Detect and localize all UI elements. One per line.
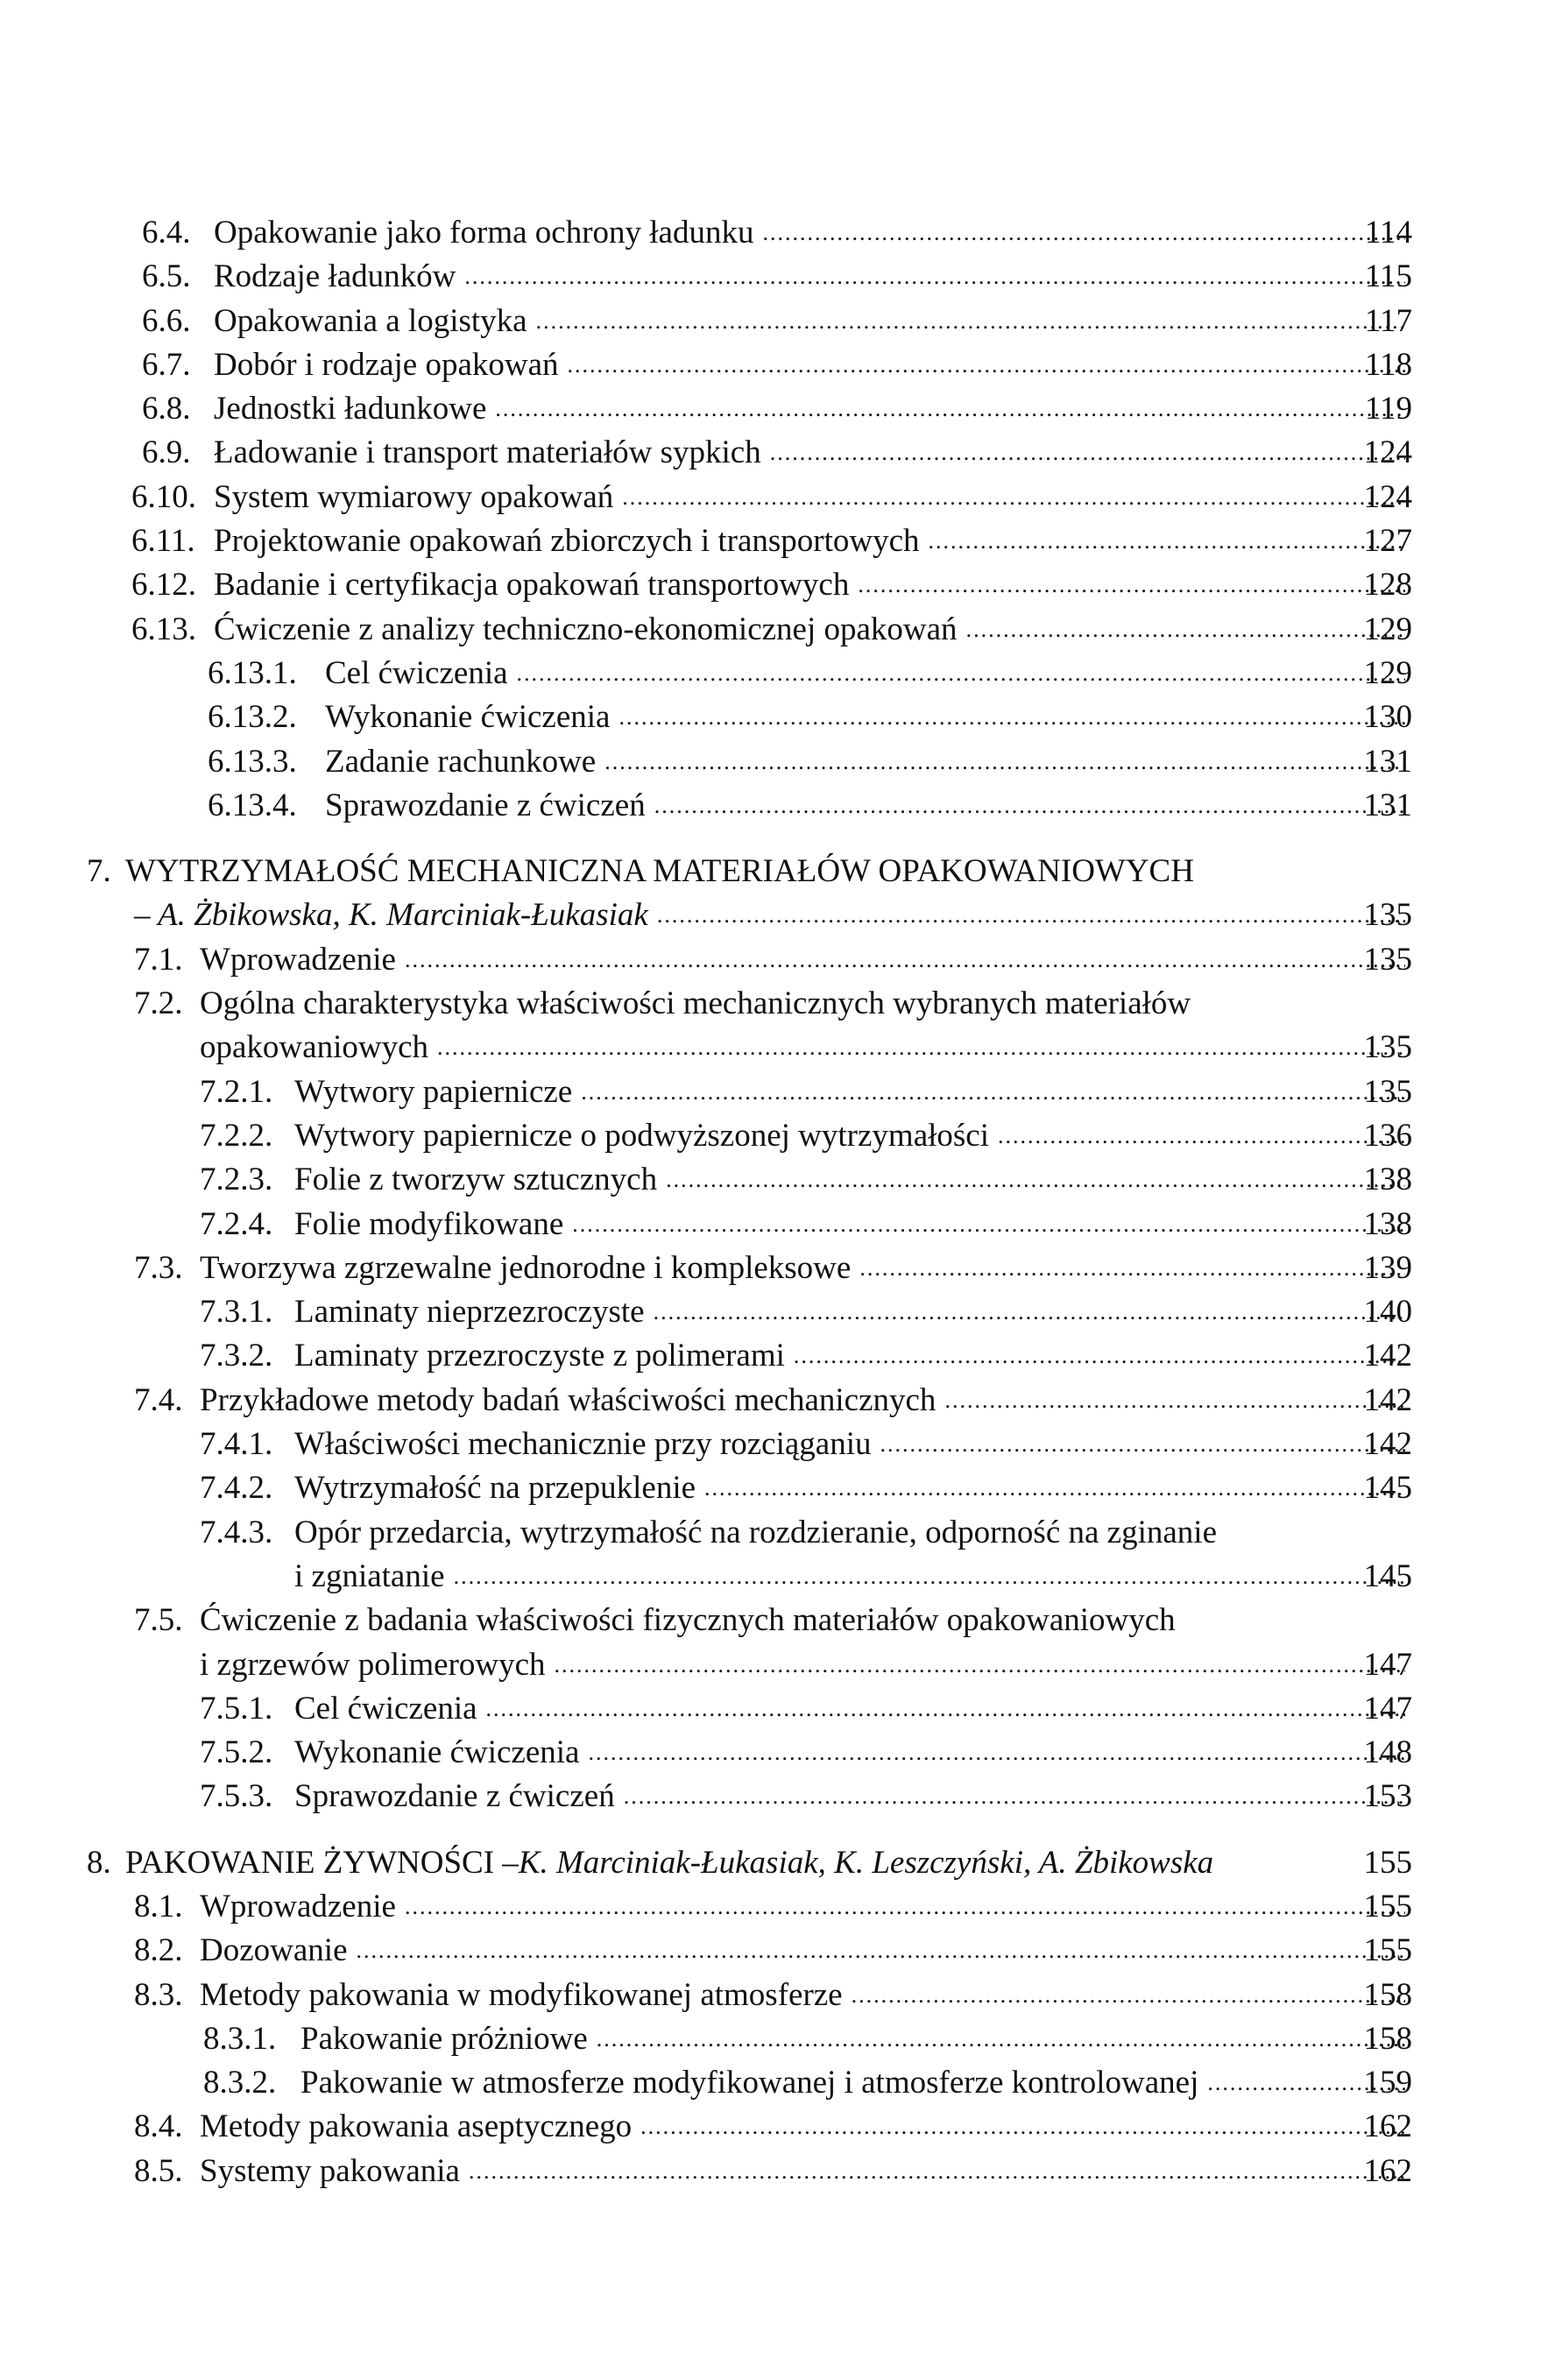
dot-leader (469, 2150, 1405, 2193)
entry-title: Pakowanie próżniowe (300, 2020, 588, 2057)
entry-number: 7.3. (134, 1249, 183, 1286)
dot-leader (852, 1974, 1405, 2017)
entry-number: 7. (87, 853, 111, 890)
dot-leader (880, 1423, 1405, 1466)
entry-title: Sprawozdanie z ćwiczeń (325, 787, 646, 823)
entry-number: 7.4.2. (200, 1470, 273, 1507)
page-number: 155 (1363, 1844, 1412, 1881)
page-number: 124 (1363, 434, 1412, 471)
dot-leader (454, 1555, 1405, 1599)
entry-title: Wprowadzenie (200, 1888, 396, 1924)
entry-title: Wprowadzenie (200, 941, 396, 978)
entry-title-row (200, 1643, 1412, 1687)
entry-title: Folie z tworzyw sztucznych (294, 1162, 658, 1198)
entry-title: Folie modyfikowane (294, 1205, 564, 1242)
toc-entry (0, 2061, 1562, 2105)
page-number: 127 (1363, 523, 1412, 560)
dot-leader (618, 696, 1405, 739)
entry-title: Opakowanie jako forma ochrony ładunku (214, 215, 754, 251)
entry-title: Sprawozdanie z ćwiczeń (294, 1778, 615, 1815)
entry-title-row (214, 431, 1412, 475)
page-number: 138 (1363, 1162, 1412, 1198)
page-number: 139 (1363, 1249, 1412, 1286)
entry-title: Badanie i certyfikacja opakowań transportowych (214, 567, 850, 604)
entry-title: Ładowanie i transport materiałów sypkich (214, 434, 761, 471)
entry-title-continuation: i zgrzewów polimerowych (200, 1646, 546, 1683)
entry-title: Cel ćwiczenia (294, 1690, 477, 1727)
entry-title-row (200, 1885, 1412, 1929)
dot-leader (405, 1885, 1405, 1929)
entry-title-row (125, 1841, 1412, 1885)
entry-title-row (214, 563, 1412, 607)
entry-title-row (200, 938, 1412, 982)
entry-title-row (200, 2150, 1412, 2193)
entry-title-row (294, 1203, 1412, 1246)
entry-number: 6.6. (142, 302, 191, 339)
entry-title-row (294, 1158, 1412, 1202)
entry-title: PAKOWANIE ŻYWNOŚCI – (125, 1844, 519, 1881)
entry-title: Ćwiczenie z analizy techniczno-ekonomicznej opakowań (214, 611, 958, 647)
toc-entry (0, 519, 1562, 563)
toc-entry (0, 1070, 1562, 1114)
page-number: 135 (1363, 897, 1412, 934)
entry-title-row (325, 784, 1412, 828)
entry-number: 8.1. (134, 1888, 183, 1924)
toc-entry (0, 1379, 1562, 1423)
page-number: 129 (1363, 611, 1412, 647)
entry-title: Ćwiczenie z badania właściwości fizycznych materiałów opakowaniowych (200, 1602, 1176, 1639)
page-number: 142 (1363, 1381, 1412, 1418)
dot-leader (568, 343, 1405, 387)
table-of-contents (0, 211, 1562, 2193)
page-number: 145 (1363, 1557, 1412, 1594)
page-number: 142 (1363, 1426, 1412, 1463)
page-number: 135 (1363, 941, 1412, 978)
dot-leader (966, 608, 1405, 652)
entry-title-row (294, 1466, 1412, 1510)
page-number: 135 (1363, 1073, 1412, 1110)
entry-title-row (300, 2061, 1412, 2105)
entry-title: Przykładowe metody badań właściwości mechanicznych (200, 1381, 936, 1418)
entry-number: 6.9. (142, 434, 191, 471)
dot-leader (486, 1687, 1405, 1731)
dot-leader (929, 519, 1405, 563)
entry-number: 7.3.2. (200, 1338, 273, 1374)
entry-number: 8.3.2. (203, 2065, 277, 2101)
entry-title-row (294, 1555, 1412, 1599)
toc-entry (0, 1114, 1562, 1158)
entry-title-continuation: i zgniatanie (294, 1557, 445, 1594)
entry-number: 6.12. (131, 567, 196, 604)
entry-title-row (294, 1423, 1412, 1466)
page-number: 155 (1363, 1932, 1412, 1969)
entry-title-continuation: opakowaniowych (200, 1029, 428, 1066)
dot-leader (858, 563, 1405, 607)
page-number: 162 (1363, 2108, 1412, 2145)
dot-leader (588, 1731, 1405, 1775)
entry-title: Zadanie rachunkowe (325, 743, 597, 780)
toc-entry (0, 2105, 1562, 2149)
entry-title-row (200, 1246, 1412, 1290)
entry-number: 8. (87, 1844, 111, 1881)
entry-title: Metody pakowania w modyfikowanej atmosferze (200, 1976, 843, 2013)
entry-title: Laminaty nieprzezroczyste (294, 1294, 645, 1331)
dot-leader (640, 2105, 1405, 2149)
dot-leader (704, 1466, 1405, 1510)
dot-leader (357, 1929, 1406, 1973)
entry-title-row (214, 387, 1412, 431)
entry-title: Wykonanie ćwiczenia (294, 1734, 580, 1771)
toc-entry (0, 1775, 1562, 1819)
dot-leader (794, 1334, 1405, 1378)
toc-entry (0, 300, 1562, 343)
page-number: 130 (1363, 699, 1412, 736)
dot-leader (666, 1158, 1405, 1202)
page-number: 147 (1363, 1646, 1412, 1683)
toc-entry (0, 938, 1562, 982)
entry-title: Ogólna charakterystyka właściwości mechanicznych wybranych materiałów (200, 985, 1191, 1022)
entry-number: 8.5. (134, 2152, 183, 2189)
entry-number: 7.4.3. (200, 1514, 273, 1550)
entry-number: 7.1. (134, 941, 183, 978)
entry-title: Właściwości mechanicznie przy rozciąganiu (294, 1426, 872, 1463)
toc-entry (0, 1731, 1562, 1775)
toc-entry (0, 1599, 1562, 1642)
entry-title-row (200, 1974, 1412, 2017)
dot-leader (572, 1203, 1405, 1246)
dot-leader (624, 1775, 1405, 1819)
page-number: 158 (1363, 1976, 1412, 2013)
entry-number: 8.3. (134, 1976, 183, 2013)
toc-entry (0, 1929, 1562, 1973)
entry-title: Wytwory papiernicze o podwyższonej wytrzymałości (294, 1117, 990, 1154)
toc-entry (0, 387, 1562, 431)
toc-entry (0, 1511, 1562, 1555)
entry-title-row (325, 740, 1412, 784)
entry-title-row (294, 1070, 1412, 1114)
toc-entry (0, 1687, 1562, 1731)
toc-entry (0, 476, 1562, 519)
dot-leader (654, 784, 1405, 828)
dot-leader (770, 431, 1405, 475)
dot-leader (581, 1070, 1405, 1114)
entry-title: Wytrzymałość na przepuklenie (294, 1470, 696, 1507)
dot-leader (657, 893, 1405, 937)
entry-title-row (214, 255, 1412, 299)
entry-title-row (200, 1929, 1412, 1973)
entry-number: 7.2. (134, 985, 183, 1022)
entry-number: 6.10. (131, 478, 196, 515)
toc-entry (0, 211, 1562, 255)
entry-title-row (200, 1026, 1412, 1070)
entry-number: 7.2.2. (200, 1117, 273, 1154)
page-number: 119 (1364, 391, 1412, 427)
entry-number: 7.5.2. (200, 1734, 273, 1771)
page-number: 124 (1363, 478, 1412, 515)
entry-number: 6.13.1. (208, 654, 297, 691)
entry-title: Metody pakowania aseptycznego (200, 2108, 633, 2145)
entry-title-row (214, 300, 1412, 343)
entry-title-row (300, 2017, 1412, 2061)
entry-title: Systemy pakowania (200, 2152, 460, 2189)
page-number: 148 (1363, 1734, 1412, 1771)
entry-number: 7.5.1. (200, 1690, 273, 1727)
page-number: 158 (1363, 2020, 1412, 2057)
entry-number: 7.3.1. (200, 1294, 273, 1331)
toc-entry (0, 982, 1562, 1026)
dot-leader (517, 652, 1405, 696)
entry-number: 6.13.2. (208, 699, 297, 736)
entry-title-row (134, 893, 1412, 937)
entry-authors: K. Marciniak-Łukasiak, K. Leszczyński, A. Żbikowska (518, 1844, 1214, 1881)
page-number: 153 (1363, 1778, 1412, 1815)
toc-entry-continuation (0, 893, 1562, 937)
page-number: 162 (1363, 2152, 1412, 2189)
page-number: 140 (1363, 1294, 1412, 1331)
entry-number: 6.13. (131, 611, 196, 647)
entry-title-row (294, 1687, 1412, 1731)
toc-entry-continuation (0, 1643, 1562, 1687)
page-number: 131 (1363, 787, 1412, 823)
page-number: 136 (1363, 1117, 1412, 1154)
entry-title-row (325, 652, 1412, 696)
entry-title: Wykonanie ćwiczenia (325, 699, 611, 736)
toc-entry (0, 608, 1562, 652)
page-number: 114 (1364, 215, 1412, 251)
toc-entry (0, 1841, 1562, 1885)
dot-leader (762, 211, 1405, 255)
entry-title: Rodzaje ładunków (214, 258, 456, 295)
page-number: 147 (1363, 1690, 1412, 1727)
dot-leader (536, 300, 1405, 343)
dot-leader (464, 255, 1405, 299)
toc-entry (0, 652, 1562, 696)
entry-title: Tworzywa zgrzewalne jednorodne i kompleksowe (200, 1249, 852, 1286)
entry-number: 6.5. (142, 258, 191, 295)
toc-entry (0, 696, 1562, 739)
dot-leader (944, 1379, 1405, 1423)
entry-title-row (294, 1334, 1412, 1378)
page-number: 128 (1363, 567, 1412, 604)
entry-title-row (294, 1511, 1412, 1555)
toc-entry (0, 2150, 1562, 2193)
entry-title-row (214, 519, 1412, 563)
toc-entry (0, 1423, 1562, 1466)
page-number: 117 (1364, 302, 1412, 339)
entry-title: Dozowanie (200, 1932, 348, 1969)
toc-entry (0, 255, 1562, 299)
entry-title: Opakowania a logistyka (214, 302, 527, 339)
toc-entry (0, 431, 1562, 475)
toc-entry (0, 1246, 1562, 1290)
entry-title: Wytwory papiernicze (294, 1073, 573, 1110)
toc-entry (0, 1974, 1562, 2017)
entry-title-row (214, 343, 1412, 387)
entry-title-continuation: – A. Żbikowska, K. Marciniak-Łukasiak (134, 897, 648, 934)
toc-entry (0, 1885, 1562, 1929)
entry-title-row (214, 476, 1412, 519)
toc-entry (0, 343, 1562, 387)
page-number: 159 (1363, 2065, 1412, 2101)
entry-number: 8.2. (134, 1932, 183, 1969)
entry-title-row (294, 1290, 1412, 1334)
entry-title: Projektowanie opakowań zbiorczych i transportowych (214, 523, 920, 560)
entry-title-row (294, 1114, 1412, 1158)
entry-title-row (214, 211, 1412, 255)
entry-number: 6.13.3. (208, 743, 297, 780)
toc-entry-continuation (0, 1555, 1562, 1599)
entry-number: 6.4. (142, 215, 191, 251)
dot-leader (859, 1246, 1405, 1290)
entry-number: 7.5.3. (200, 1778, 273, 1815)
page-number: 142 (1363, 1338, 1412, 1374)
entry-number: 7.2.1. (200, 1073, 273, 1110)
entry-number: 7.5. (134, 1602, 183, 1639)
toc-entry (0, 1203, 1562, 1246)
toc-entry (0, 1158, 1562, 1202)
entry-title-row (200, 982, 1412, 1026)
entry-title: Laminaty przezroczyste z polimerami (294, 1338, 785, 1374)
dot-leader (604, 740, 1405, 784)
entry-number: 6.7. (142, 346, 191, 383)
entry-number: 7.2.4. (200, 1205, 273, 1242)
page-number: 115 (1364, 258, 1412, 295)
dot-leader (597, 2017, 1405, 2061)
entry-title-row (200, 1599, 1412, 1642)
toc-entry-continuation (0, 1026, 1562, 1070)
entry-title: Dobór i rodzaje opakowań (214, 346, 559, 383)
toc-entry (0, 1334, 1562, 1378)
entry-title: Pakowanie w atmosferze modyfikowanej i atmosferze kontrolowanej (300, 2065, 1199, 2101)
entry-title-row (200, 1379, 1412, 1423)
entry-title-row (200, 2105, 1412, 2149)
dot-leader (495, 387, 1405, 431)
entry-title: WYTRZYMAŁOŚĆ MECHANICZNA MATERIAŁÓW OPAKOWANIOWYCH (125, 853, 1194, 890)
toc-entry (0, 2017, 1562, 2061)
page-number: 131 (1363, 743, 1412, 780)
page-number: 155 (1363, 1888, 1412, 1924)
entry-title-row (214, 608, 1412, 652)
dot-leader (654, 1290, 1405, 1334)
entry-title: Opór przedarcia, wytrzymałość na rozdzieranie, odporność na zginanie (294, 1514, 1218, 1550)
page-number: 129 (1363, 654, 1412, 691)
toc-entry (0, 850, 1562, 893)
dot-leader (622, 476, 1405, 519)
entry-number: 6.13.4. (208, 787, 297, 823)
toc-entry (0, 740, 1562, 784)
entry-title-row (294, 1731, 1412, 1775)
entry-number: 6.8. (142, 391, 191, 427)
entry-number: 6.11. (131, 523, 195, 560)
entry-number: 7.2.3. (200, 1162, 273, 1198)
entry-title-row (325, 696, 1412, 739)
page-number: 138 (1363, 1205, 1412, 1242)
entry-number: 7.4.1. (200, 1426, 273, 1463)
toc-entry (0, 1290, 1562, 1334)
page-number: 118 (1364, 346, 1412, 383)
page-number: 145 (1363, 1470, 1412, 1507)
toc-entry (0, 563, 1562, 607)
dot-leader (405, 938, 1405, 982)
entry-title: Jednostki ładunkowe (214, 391, 487, 427)
toc-entry (0, 1466, 1562, 1510)
entry-number: 8.3.1. (203, 2020, 277, 2057)
entry-title-row (294, 1775, 1412, 1819)
entry-title: Cel ćwiczenia (325, 654, 508, 691)
entry-title-row (125, 850, 1412, 893)
toc-entry (0, 784, 1562, 828)
entry-number: 7.4. (134, 1381, 183, 1418)
page-number: 135 (1363, 1029, 1412, 1066)
entry-title: System wymiarowy opakowań (214, 478, 614, 515)
entry-number: 8.4. (134, 2108, 183, 2145)
dot-leader (555, 1643, 1405, 1687)
dot-leader (437, 1026, 1405, 1070)
